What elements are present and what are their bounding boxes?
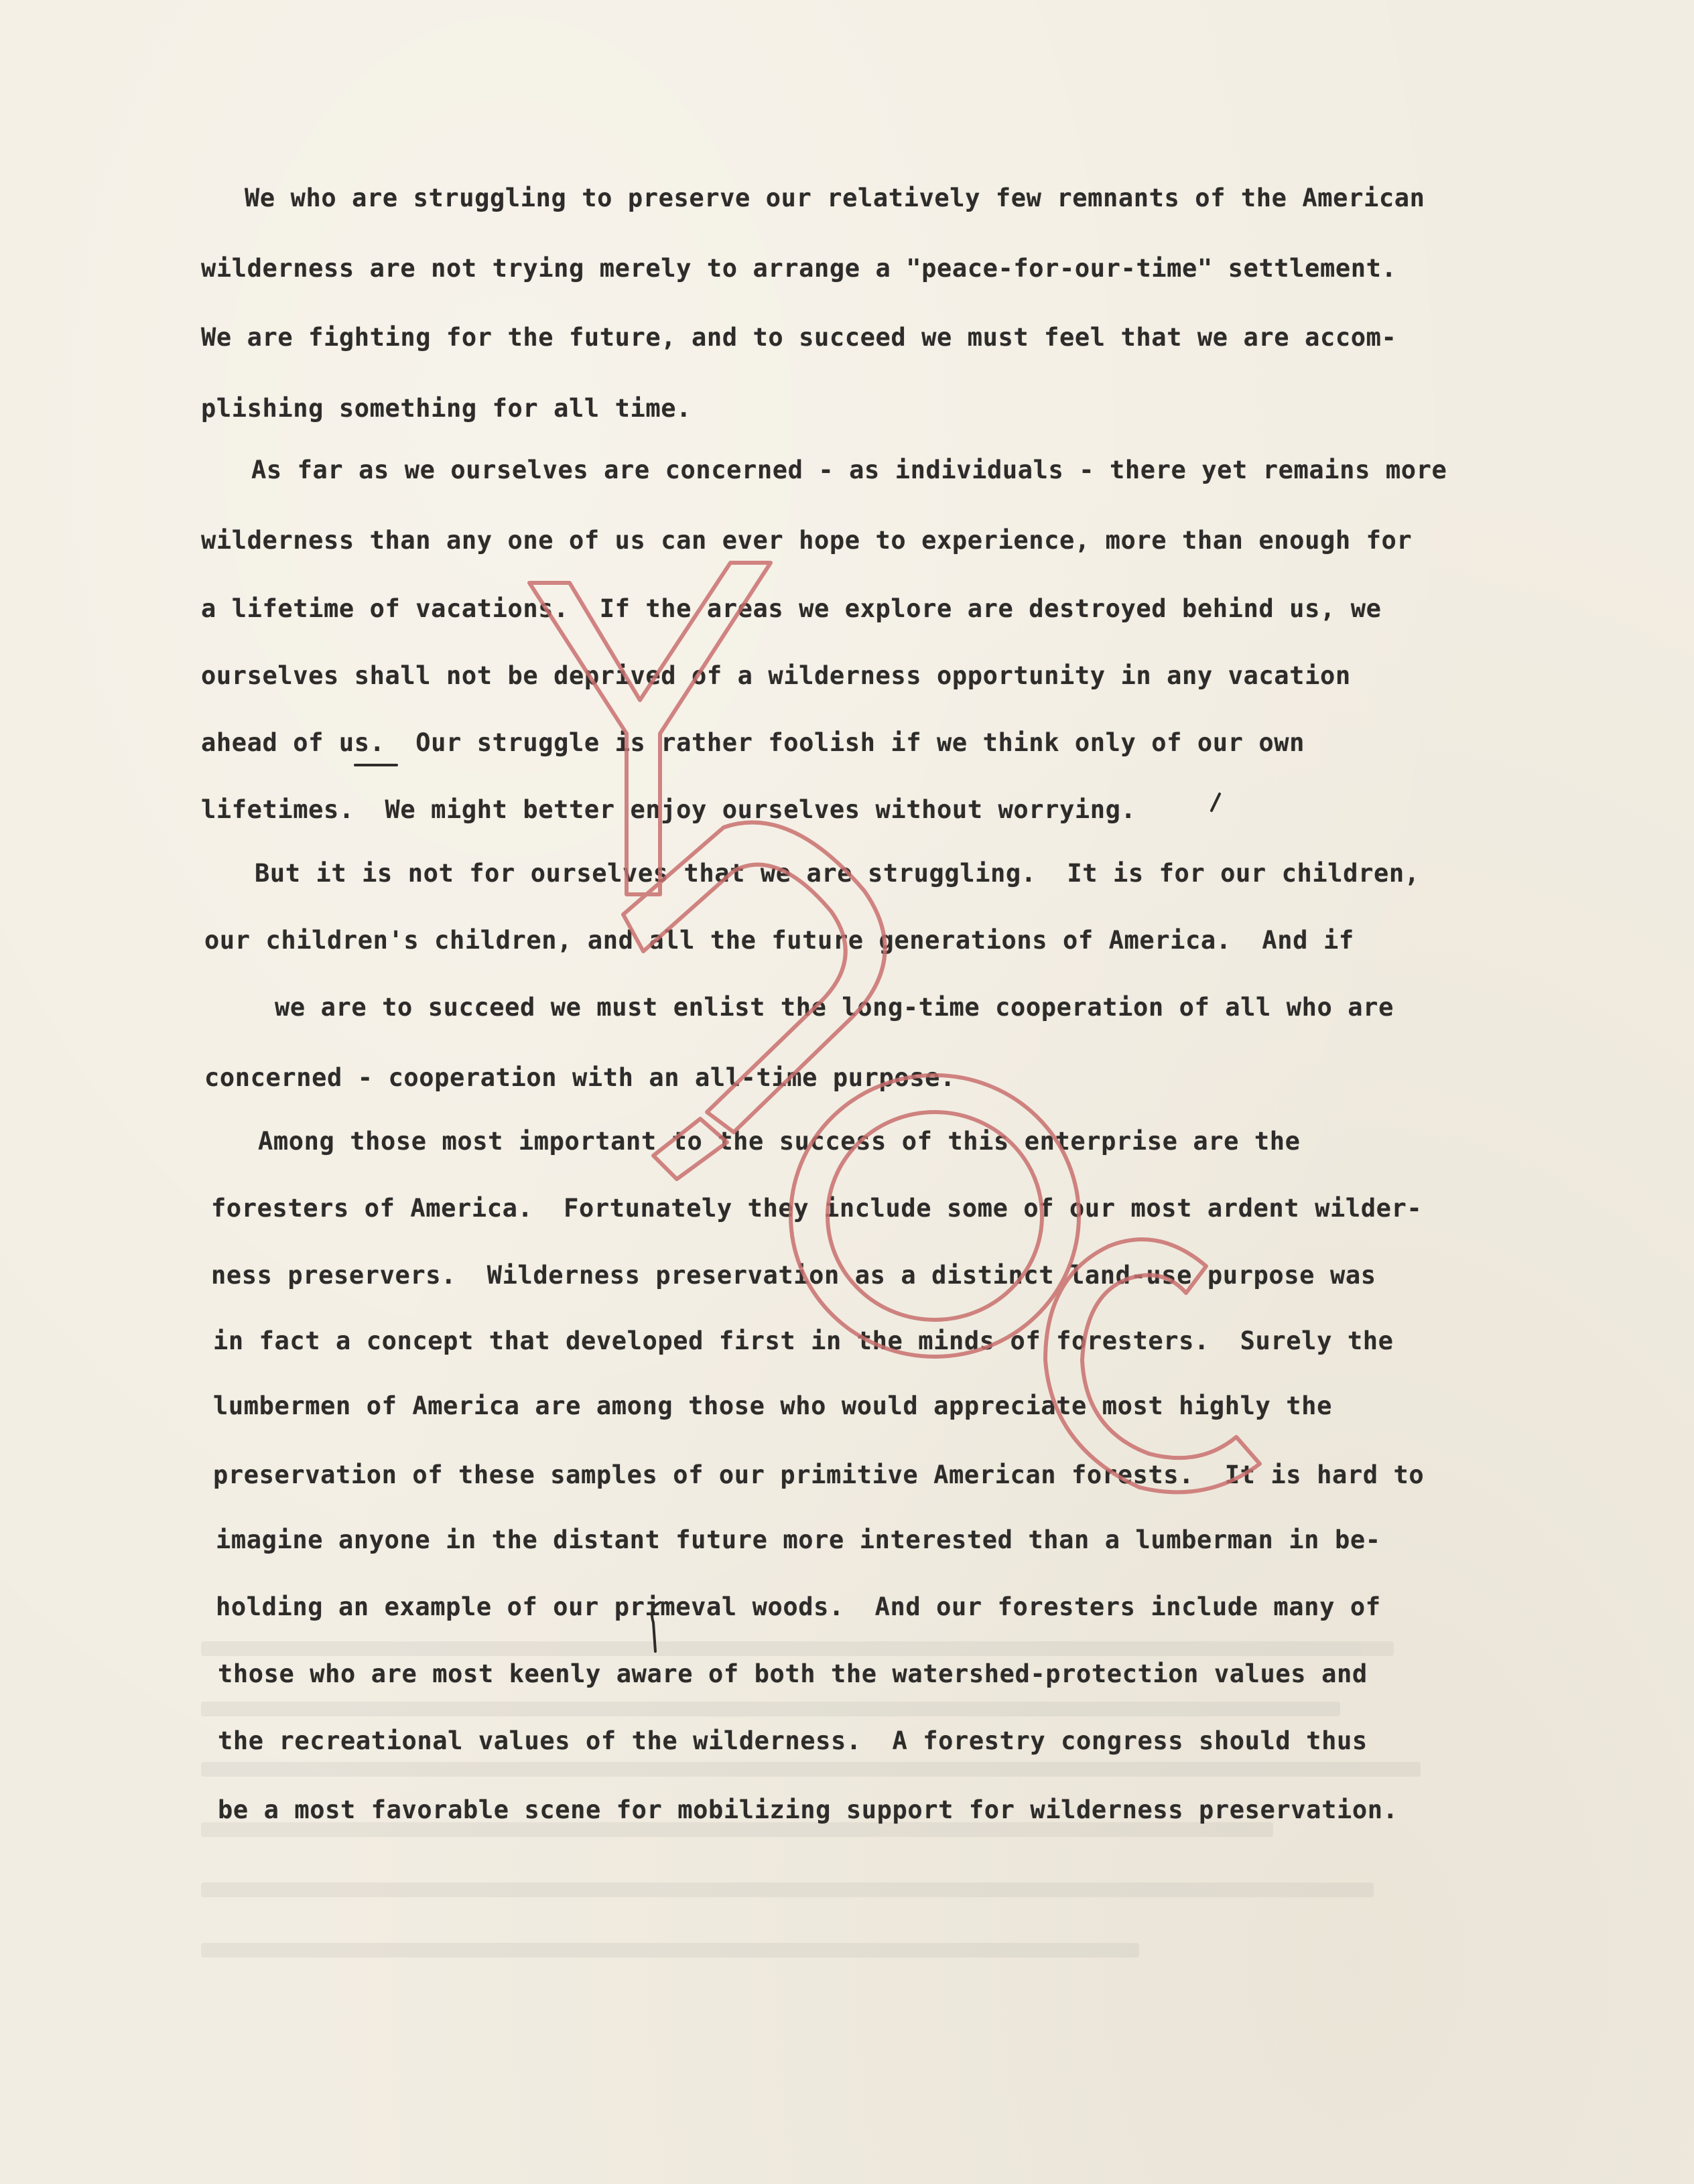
text-line: those who are most keenly aware of both the watershed-protection values and: [218, 1659, 1368, 1688]
text-line: As far as we ourselves are concerned - as individuals - there yet remains more: [251, 456, 1447, 484]
text-line: We are fighting for the future, and to succeed we must feel that we are accom-: [201, 323, 1397, 352]
text-line: foresters of America. Fortunately they include some of our most ardent wilder-: [211, 1194, 1423, 1223]
text-line: preservation of these samples of our primitive American forests. It is hard to: [213, 1460, 1425, 1489]
text-line: the recreational values of the wilderness. A forestry congress should thus: [218, 1726, 1368, 1755]
text-line: ourselves shall not be deprived of a wilderness opportunity in any vacation: [201, 661, 1351, 690]
text-line: we are to succeed we must enlist the long-time cooperation of all who are: [275, 993, 1394, 1022]
text-line: ness preservers. Wilderness preservation as a distinct land-use purpose was: [211, 1261, 1376, 1290]
text-line: plishing something for all time.: [201, 394, 692, 423]
text-line: But it is not for ourselves that we are struggling. It is for our children,: [255, 859, 1420, 888]
text-line: imagine anyone in the distant future more interested than a lumberman in be-: [216, 1525, 1381, 1554]
text-line: in fact a concept that developed first in the minds of foresters. Surely the: [213, 1326, 1394, 1355]
text-line: Among those most important to the success of this enterprise are the: [258, 1127, 1301, 1156]
text-line: We who are struggling to preserve our relatively few remnants of the American: [245, 184, 1425, 212]
text-line: concerned - cooperation with an all-time purpose.: [204, 1063, 956, 1092]
text-line: our children's children, and all the future generations of America. And if: [204, 926, 1354, 955]
text-line: lumbermen of America are among those who would appreciate most highly the: [213, 1391, 1332, 1420]
text-line: wilderness are not trying merely to arrange a "peace-for-our-time" settlement.: [201, 254, 1397, 283]
text-line: lifetimes. We might better enjoy ourselves without worrying.: [201, 795, 1136, 824]
text-line: a lifetime of vacations. If the areas we explore are destroyed behind us, we: [201, 594, 1382, 623]
text-line: holding an example of our primeval woods. And our foresters include many of: [216, 1592, 1381, 1621]
text-line: wilderness than any one of us can ever hope to experience, more than enough for: [201, 526, 1413, 555]
text-line: ahead of us. Our struggle is rather foolish if we think only of our own: [201, 728, 1305, 757]
text-line: be a most favorable scene for mobilizing support for wilderness preservation.: [218, 1795, 1398, 1824]
